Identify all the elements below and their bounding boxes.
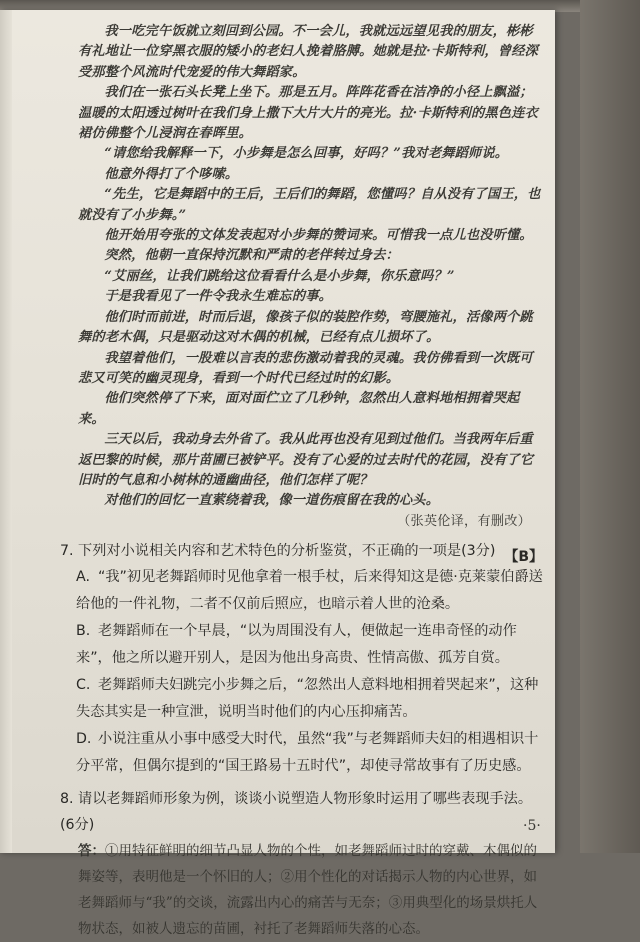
story-paragraph: “请您给我解释一下，小步舞是怎么回事，好吗？”我对老舞蹈师说。 bbox=[104, 146, 509, 162]
option-text: “我”初见老舞蹈师时见他拿着一根手杖，后来得知这是德·克莱蒙伯爵送给他的一件礼物，二者不仅前后照应，也暗示着人世的沧桑。 bbox=[76, 569, 543, 613]
option-a bbox=[76, 564, 543, 618]
story-excerpt bbox=[78, 22, 543, 532]
option-d bbox=[76, 726, 543, 780]
question-8-answer bbox=[78, 838, 543, 942]
question-8 bbox=[60, 786, 543, 942]
story-paragraph: 他开始用夸张的文体发表起对小步舞的赞词来。可惜我一点儿也没听懂。 bbox=[104, 228, 533, 244]
story-paragraph: 他们突然停了下来，面对面伫立了几秒钟，忽然出人意料地相拥着哭起来。 bbox=[78, 391, 520, 427]
story-paragraph: 三天以后，我动身去外省了。我从此再也没有见到过他们。当我两年后重返巴黎的时候，那片苗圃已被铲平。没有了心爱的过去时代的花园，没有了它旧时的气息和小树林的通幽曲径，他们怎样了呢？ bbox=[78, 432, 534, 488]
story-paragraph: 于是我看见了一件令我永生难忘的事。 bbox=[104, 289, 332, 305]
story-paragraph: 我们在一张石头长凳上坐下。那是五月。阵阵花香在洁净的小径上飘溢；温暖的太阳透过树叶在我们身上撒下大片大片的亮光。拉·卡斯特利的黑色连衣裙仿佛整个儿浸润在春晖里。 bbox=[78, 85, 538, 142]
question-7-title: 7. 下列对小说相关内容和艺术特色的分析鉴赏，不正确的一项是(3分) bbox=[60, 543, 496, 560]
question-7 bbox=[60, 538, 543, 780]
page-number: ·5· bbox=[523, 818, 541, 834]
answer-label: 答： bbox=[78, 843, 105, 860]
translation-source: （张英伦译，有删改） bbox=[397, 513, 531, 529]
story-paragraph: “艾丽丝，让我们跳给这位看看什么是小步舞，你乐意吗？” bbox=[104, 268, 455, 284]
answer-text: ①用特征鲜明的细节凸显人物的个性，如老舞蹈师过时的穿戴、木偶似的舞姿等，表明他是一个怀旧的人；②用个性化的对话揭示人物的内心世界，如老舞蹈师与“我”的交谈，流露出内心的痛苦与无奈；③用典型化的场景烘托人物状态，如被人遗忘的苗圃，衬托了老舞蹈师失落的心态。 bbox=[78, 843, 538, 938]
story-paragraph: 对他们的回忆一直萦绕着我，像一道伤痕留在我的心头。 bbox=[104, 493, 440, 509]
page-content bbox=[60, 22, 543, 942]
option-text: 老舞蹈师夫妇跳完小步舞之后，“忽然出人意料地相拥着哭起来”，这种失态其实是一种宣泄，说明当时他们的内心压抑痛苦。 bbox=[76, 677, 539, 721]
story-paragraph: 他意外得打了个哆嗦。 bbox=[104, 166, 239, 182]
option-c bbox=[76, 672, 543, 726]
story-paragraph: 他们时而前进，时而后退，像孩子似的装腔作势，弯腰施礼，活像两个跳舞的老木偶，只是驱动这对木偶的机械，已经有点儿损坏了。 bbox=[78, 309, 533, 346]
option-text: 小说注重从小事中感受大时代，虽然“我”与老舞蹈师夫妇的相遇相识十分平常，但偶尔提到的“国王路易十五时代”，却使寻常故事有了历史感。 bbox=[76, 731, 539, 775]
story-paragraph: “先生，它是舞蹈中的王后，王后们的舞蹈，您懂吗？自从没有了国王，也就没有了小步舞。” bbox=[78, 187, 541, 223]
option-b bbox=[76, 618, 543, 672]
background-surface bbox=[580, 0, 640, 853]
question-7-answer-key: 【B】 bbox=[504, 549, 543, 566]
story-paragraph: 突然，他朝一直保持沉默和严肃的老伴转过身去： bbox=[104, 248, 399, 264]
page-binding-shadow bbox=[0, 10, 12, 853]
option-letter: D. bbox=[76, 731, 92, 748]
option-letter: C. bbox=[76, 677, 91, 694]
option-text: 老舞蹈师在一个早晨，“以为周围没有人，便做起一连串奇怪的动作来”，他之所以避开别人，是因为他出身高贵、性情高傲、孤芳自赏。 bbox=[76, 623, 517, 667]
option-letter: B. bbox=[76, 623, 91, 640]
story-paragraph: 我望着他们，一股难以言表的悲伤激动着我的灵魂。我仿佛看到一次既可悲又可笑的幽灵现身，看到一个时代已经过时的幻影。 bbox=[78, 350, 533, 386]
story-paragraph: 我一吃完午饭就立刻回到公园。不一会儿，我就远远望见我的朋友，彬彬有礼地让一位穿黑衣服的矮小的老妇人挽着胳膊。她就是拉·卡斯特利，曾经深受那整个风流时代宠爱的伟大舞蹈家。 bbox=[78, 24, 538, 80]
option-letter: A. bbox=[76, 569, 90, 586]
question-8-title: 8. 请以老舞蹈师形象为例，谈谈小说塑造人物形象时运用了哪些表现手法。(6分) bbox=[60, 791, 533, 834]
